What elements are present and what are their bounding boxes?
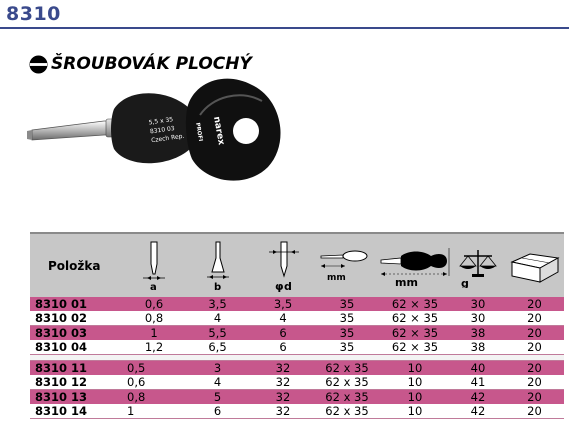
table-cell: 0,6 <box>124 297 184 311</box>
table-cell: 40 <box>451 361 505 376</box>
table-row <box>30 375 564 390</box>
table-cell: 62 x 35 <box>315 375 379 390</box>
table-cell: 20 <box>505 311 564 326</box>
col-header-d <box>251 233 315 297</box>
table-cell: 42 <box>451 390 505 405</box>
table-cell: 4 <box>251 311 315 326</box>
header-divider <box>0 27 569 29</box>
table-cell: 0,8 <box>124 390 184 405</box>
blade-thickness-a-icon <box>139 240 169 292</box>
table-cell: 20 <box>505 390 564 405</box>
table-cell: 6 <box>184 404 251 419</box>
col-header-a <box>124 233 184 297</box>
table-cell: 5 <box>184 390 251 405</box>
table-cell: 20 <box>505 326 564 341</box>
col-header-package <box>505 233 564 297</box>
svg-text:b: b <box>213 281 221 292</box>
table-cell: 20 <box>505 361 564 376</box>
blade-width-b-icon <box>203 240 233 292</box>
table-cell: 5,5 <box>184 326 251 341</box>
table-cell: 62 × 35 <box>379 326 451 341</box>
screwdriver-image <box>0 75 569 225</box>
table-row <box>30 390 564 405</box>
col-header-overall-length <box>379 233 451 297</box>
weight-scale-icon <box>458 244 498 288</box>
table-cell: 6 <box>251 340 315 355</box>
table-cell: 35 <box>315 297 379 311</box>
spec-table <box>30 232 564 419</box>
table-cell: 3 <box>184 361 251 376</box>
table-cell: 62 x 35 <box>315 390 379 405</box>
table-cell: 32 <box>251 361 315 376</box>
table-cell: 10 <box>379 361 451 376</box>
table-cell: 1,2 <box>124 340 184 355</box>
table-cell: 35 <box>315 326 379 341</box>
item-code-cell: 8310 04 <box>30 340 124 355</box>
table-cell: 3,5 <box>184 297 251 311</box>
product-title: ŠROUBOVÁK PLOCHÝ <box>51 54 252 74</box>
table-cell: 35 <box>315 311 379 326</box>
item-code-cell: 8310 12 <box>30 375 124 390</box>
table-cell: 62 x 35 <box>315 404 379 419</box>
table-cell: 6,5 <box>184 340 251 355</box>
item-code-cell: 8310 03 <box>30 326 124 341</box>
brand-sub-label: PROFI <box>194 122 204 142</box>
table-cell: 32 <box>251 404 315 419</box>
shaft-diameter-d-icon <box>263 240 303 292</box>
table-cell: 20 <box>505 340 564 355</box>
table-cell: 62 x 35 <box>315 361 379 376</box>
handle-text-3: Czech Rep. <box>150 132 185 145</box>
svg-text:mm: mm <box>395 275 418 288</box>
table-cell: 10 <box>379 375 451 390</box>
table-cell: 1 <box>124 326 184 341</box>
table-cell: 41 <box>451 375 505 390</box>
table-row <box>30 340 564 355</box>
table-cell: 6 <box>251 326 315 341</box>
product-heading <box>29 53 252 75</box>
table-cell: 4 <box>184 375 251 390</box>
flat-slot-screw-icon <box>29 55 48 74</box>
table-cell: 20 <box>505 297 564 311</box>
table-row <box>30 404 564 419</box>
table-cell: 35 <box>315 340 379 355</box>
svg-text:φ: φ <box>275 279 284 292</box>
item-code-cell: 8310 11 <box>30 361 124 376</box>
table-cell: 10 <box>379 404 451 419</box>
table-cell: 62 × 35 <box>379 297 451 311</box>
table-header-row <box>30 233 564 297</box>
table-cell: 10 <box>379 390 451 405</box>
table-cell: 20 <box>505 375 564 390</box>
col-header-blade-length <box>315 233 379 297</box>
handle-text-2: 8310 03 <box>149 124 176 136</box>
table-row <box>30 297 564 311</box>
item-code-cell: 8310 14 <box>30 404 124 419</box>
handle-text-1: 5,5 x 35 <box>148 116 174 127</box>
table-cell: 62 × 35 <box>379 340 451 355</box>
item-code-cell: 8310 01 <box>30 297 124 311</box>
svg-text:g: g <box>461 276 469 288</box>
table-cell: 1 <box>124 404 184 419</box>
table-row <box>30 361 564 376</box>
table-row <box>30 311 564 326</box>
svg-text:d: d <box>284 279 292 292</box>
table-cell: 20 <box>505 404 564 419</box>
brand-logo: narex <box>211 115 226 146</box>
table-cell: 38 <box>451 340 505 355</box>
blade-length-mm-icon <box>317 246 377 286</box>
page-title: 8310 <box>6 3 61 25</box>
table-cell: 30 <box>451 311 505 326</box>
col-header-b <box>184 233 251 297</box>
item-code-cell: 8310 13 <box>30 390 124 405</box>
item-code-cell: 8310 02 <box>30 311 124 326</box>
item-column-header: Položka <box>30 233 124 297</box>
table-cell: 4 <box>184 311 251 326</box>
table-cell: 0,8 <box>124 311 184 326</box>
table-cell: 30 <box>451 297 505 311</box>
table-cell: 3,5 <box>251 297 315 311</box>
table-cell: 0,5 <box>124 361 184 376</box>
package-box-icon <box>508 246 562 286</box>
svg-text:a: a <box>150 281 157 292</box>
table-cell: 32 <box>251 390 315 405</box>
table-cell: 42 <box>451 404 505 419</box>
svg-text:mm: mm <box>327 272 346 283</box>
col-header-weight <box>451 233 505 297</box>
table-cell: 0,6 <box>124 375 184 390</box>
table-cell: 62 × 35 <box>379 311 451 326</box>
table-row <box>30 326 564 341</box>
table-cell: 38 <box>451 326 505 341</box>
table-cell: 32 <box>251 375 315 390</box>
overall-length-mm-icon <box>379 244 451 288</box>
